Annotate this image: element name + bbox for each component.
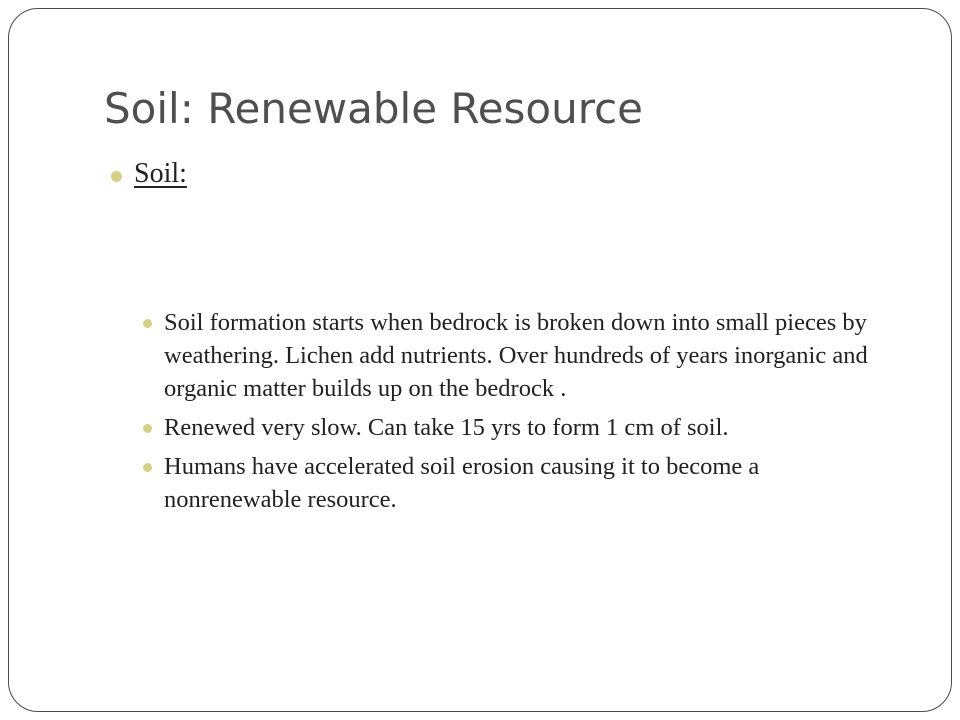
sub-bullet-list <box>164 306 884 522</box>
sub-bullet-text: Soil formation starts when bedrock is broken down into small pieces by weathering. Lichen add nutrients. Over hundreds of years inorganic and organic matter builds up on the bedrock . <box>164 309 868 402</box>
main-bullet-text: Soil: <box>134 158 187 189</box>
sub-bullet-icon <box>143 463 152 472</box>
sub-bullet-item <box>164 450 884 516</box>
sub-bullet-text: Humans have accelerated soil erosion causing it to become a nonrenewable resource. <box>164 453 760 513</box>
sub-bullet-item <box>164 306 884 405</box>
sub-bullet-icon <box>143 424 152 433</box>
slide-title: Soil: Renewable Resource <box>104 84 644 133</box>
sub-bullet-icon <box>143 319 152 328</box>
sub-bullet-text: Renewed very slow. Can take 15 yrs to form 1 cm of soil. <box>164 414 729 441</box>
sub-bullet-item <box>164 411 884 444</box>
main-bullet-icon <box>111 171 122 182</box>
